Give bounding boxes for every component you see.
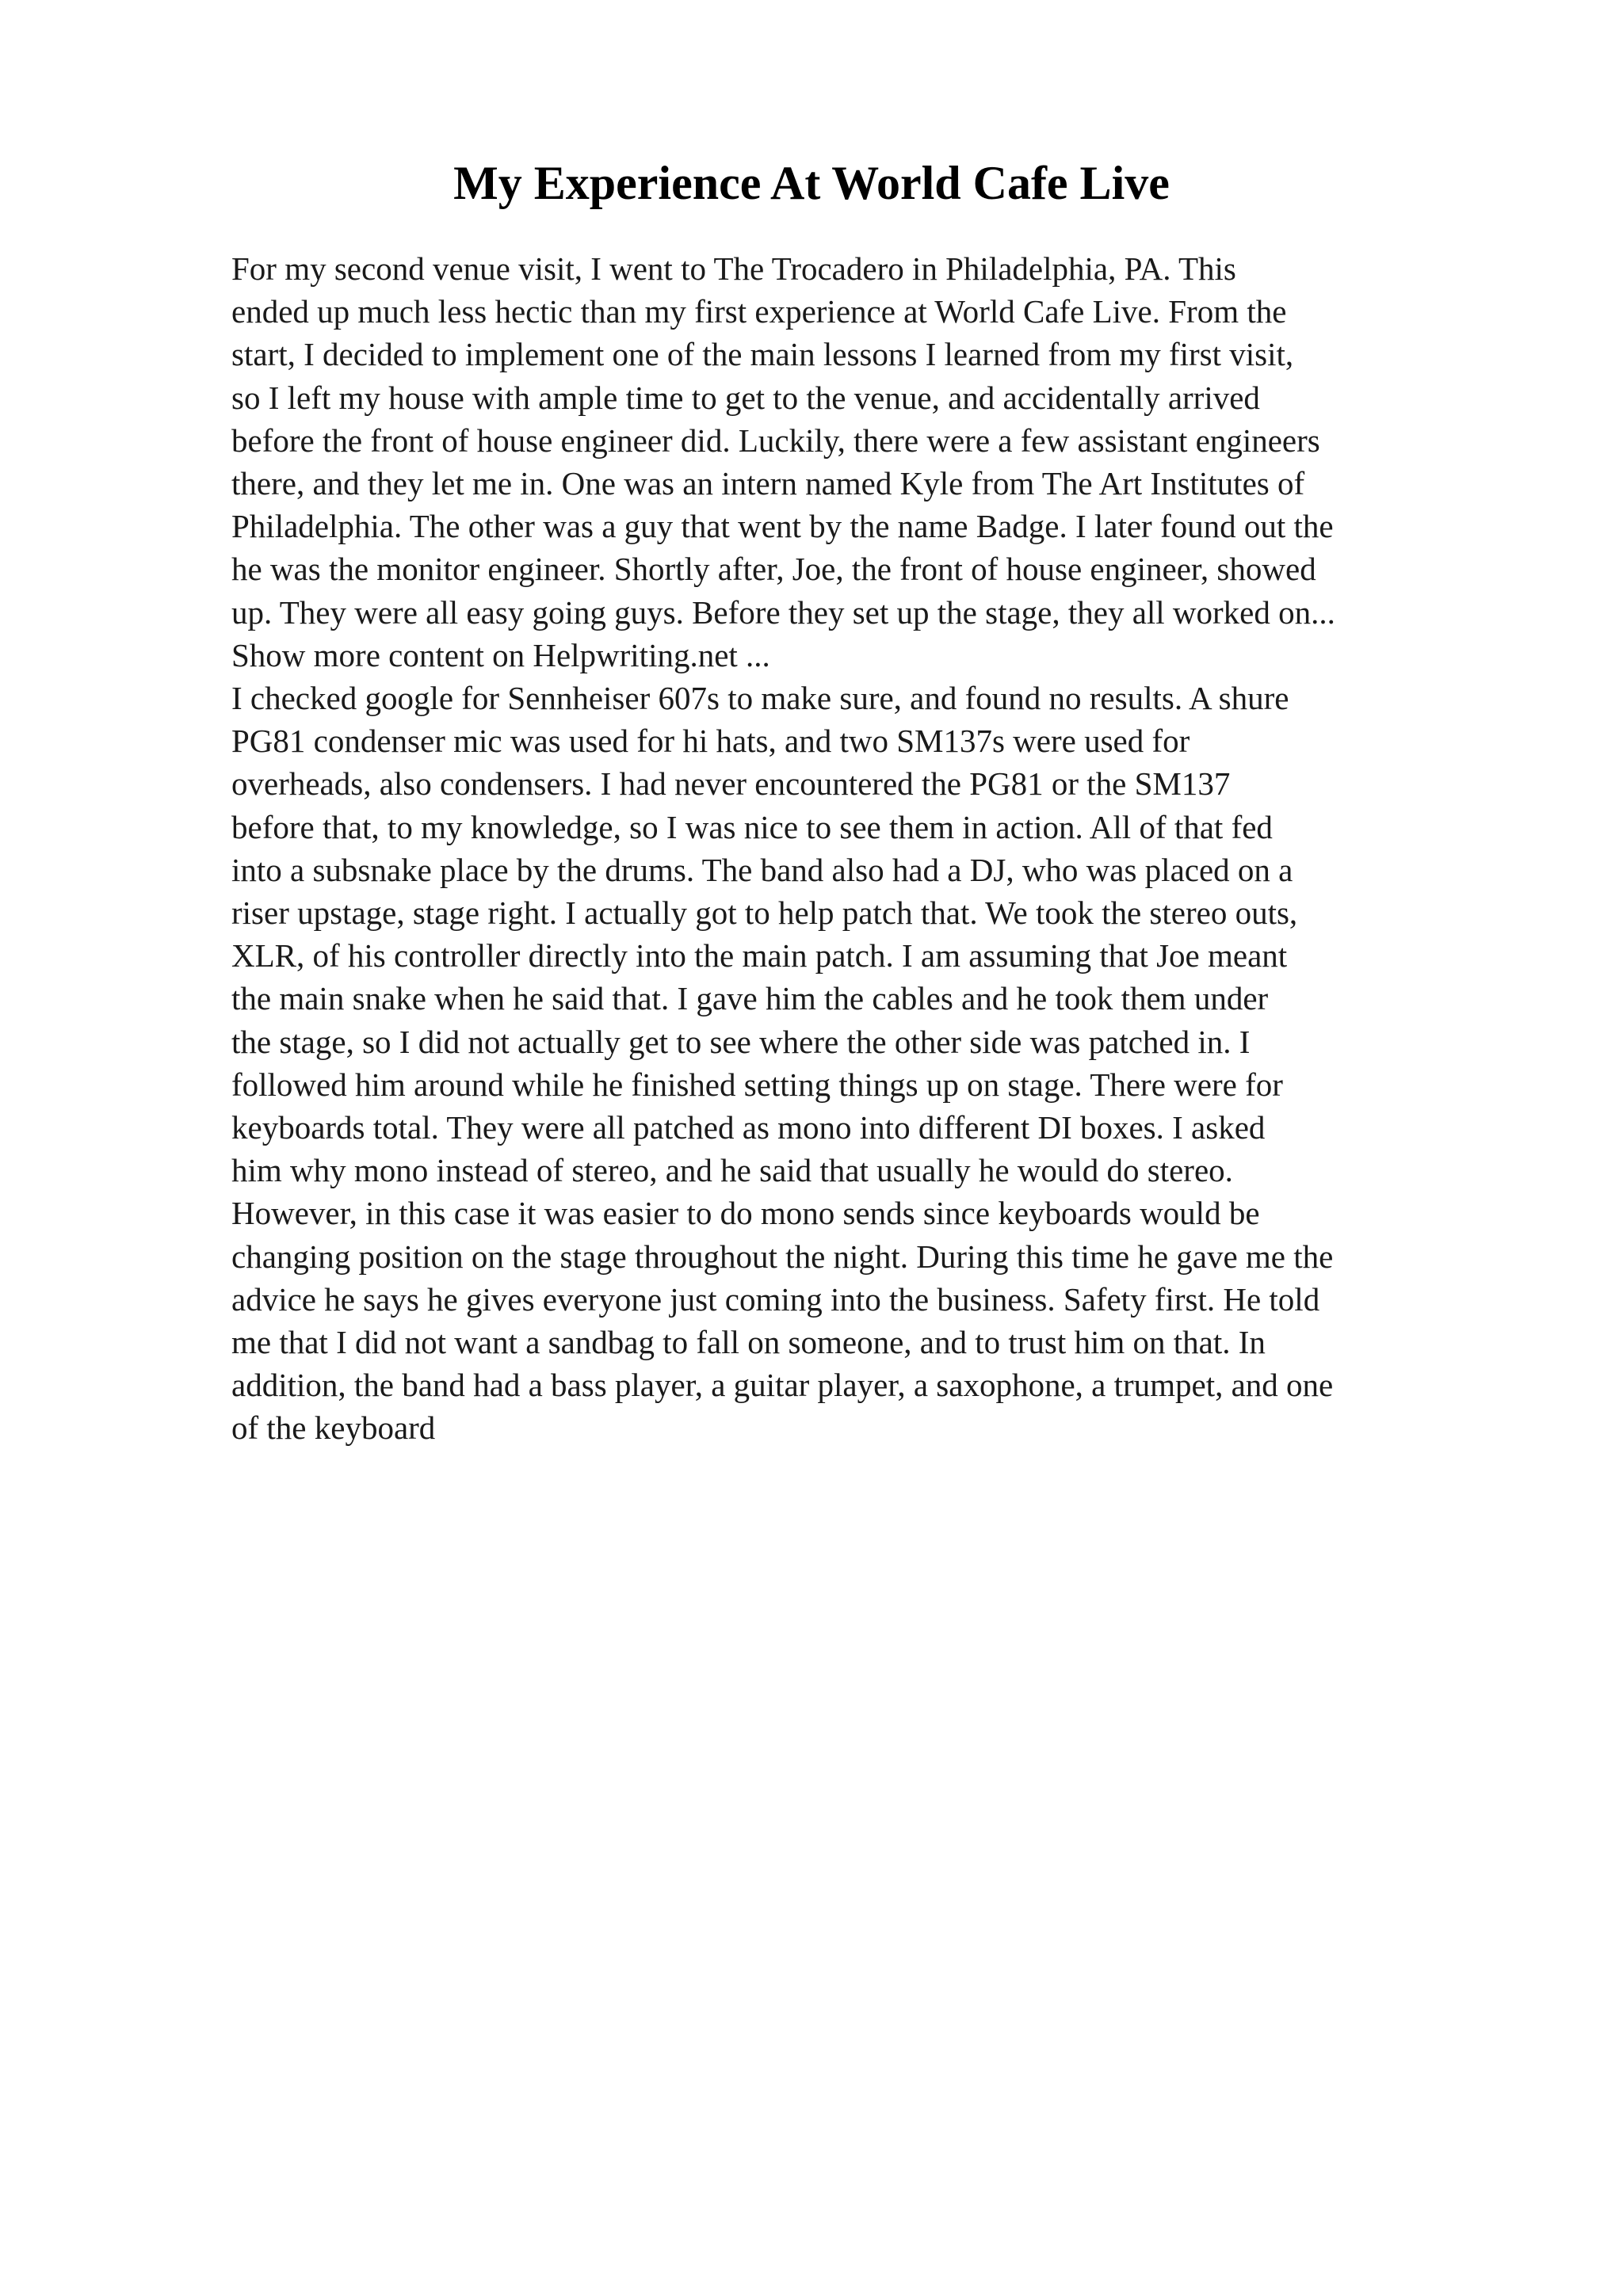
body-line: into a subsnake place by the drums. The band also had a DJ, who was placed on a bbox=[231, 851, 1293, 888]
body-line: start, I decided to implement one of the main lessons I learned from my first visit, bbox=[231, 336, 1294, 373]
body-line: the stage, so I did not actually get to see where the other side was patched in. I bbox=[231, 1023, 1251, 1060]
body-line: PG81 condenser mic was used for hi hats, and two SM137s were used for bbox=[231, 723, 1190, 760]
body-line: there, and they let me in. One was an intern named Kyle from The Art Institutes of bbox=[231, 465, 1305, 502]
body-line: However, in this case it was easier to do mono sends since keyboards would be bbox=[231, 1195, 1260, 1232]
body-line: so I left my house with ample time to get to the venue, and accidentally arrived bbox=[231, 379, 1260, 416]
body-line: of the keyboard bbox=[231, 1409, 436, 1447]
document-body bbox=[231, 247, 1579, 1450]
document-title: My Experience At World Cafe Live bbox=[453, 157, 1170, 209]
body-line: he was the monitor engineer. Shortly after, Joe, the front of house engineer, showed bbox=[231, 551, 1316, 588]
body-line: Show more content on Helpwriting.net ... bbox=[231, 636, 770, 673]
body-line: him why mono instead of stereo, and he said that usually he would do stereo. bbox=[231, 1152, 1233, 1189]
body-line: followed him around while he finished setting things up on stage. There were for bbox=[231, 1066, 1283, 1103]
body-line: riser upstage, stage right. I actually got to help patch that. We took the stereo outs, bbox=[231, 894, 1298, 932]
body-line: XLR, of his controller directly into the main patch. I am assuming that Joe meant bbox=[231, 937, 1288, 974]
body-line: For my second venue visit, I went to The Trocadero in Philadelphia, PA. This bbox=[231, 250, 1236, 287]
body-line: I checked google for Sennheiser 607s to make sure, and found no results. A shure bbox=[231, 680, 1289, 717]
body-line: advice he says he gives everyone just coming into the business. Safety first. He told bbox=[231, 1280, 1320, 1318]
body-line: Philadelphia. The other was a guy that went by the name Badge. I later found out the bbox=[231, 508, 1334, 545]
body-line: the main snake when he said that. I gave him the cables and he took them under bbox=[231, 980, 1269, 1017]
body-line: me that I did not want a sandbag to fall on someone, and to trust him on that. In bbox=[231, 1324, 1266, 1361]
body-line: keyboards total. They were all patched as mono into different DI boxes. I asked bbox=[231, 1109, 1266, 1146]
body-line: addition, the band had a bass player, a guitar player, a saxophone, a trumpet, and one bbox=[231, 1367, 1334, 1404]
body-line: changing position on the stage throughout the night. During this time he gave me the bbox=[231, 1238, 1334, 1275]
body-line: up. They were all easy going guys. Before they set up the stage, they all worked on... bbox=[231, 593, 1335, 631]
body-line: before that, to my knowledge, so I was nice to see them in action. All of that fed bbox=[231, 808, 1273, 845]
body-line: overheads, also condensers. I had never encountered the PG81 or the SM137 bbox=[231, 765, 1231, 803]
body-line: ended up much less hectic than my first experience at World Cafe Live. From the bbox=[231, 293, 1287, 330]
body-line: before the front of house engineer did. Luckily, there were a few assistant engineers bbox=[231, 421, 1320, 459]
